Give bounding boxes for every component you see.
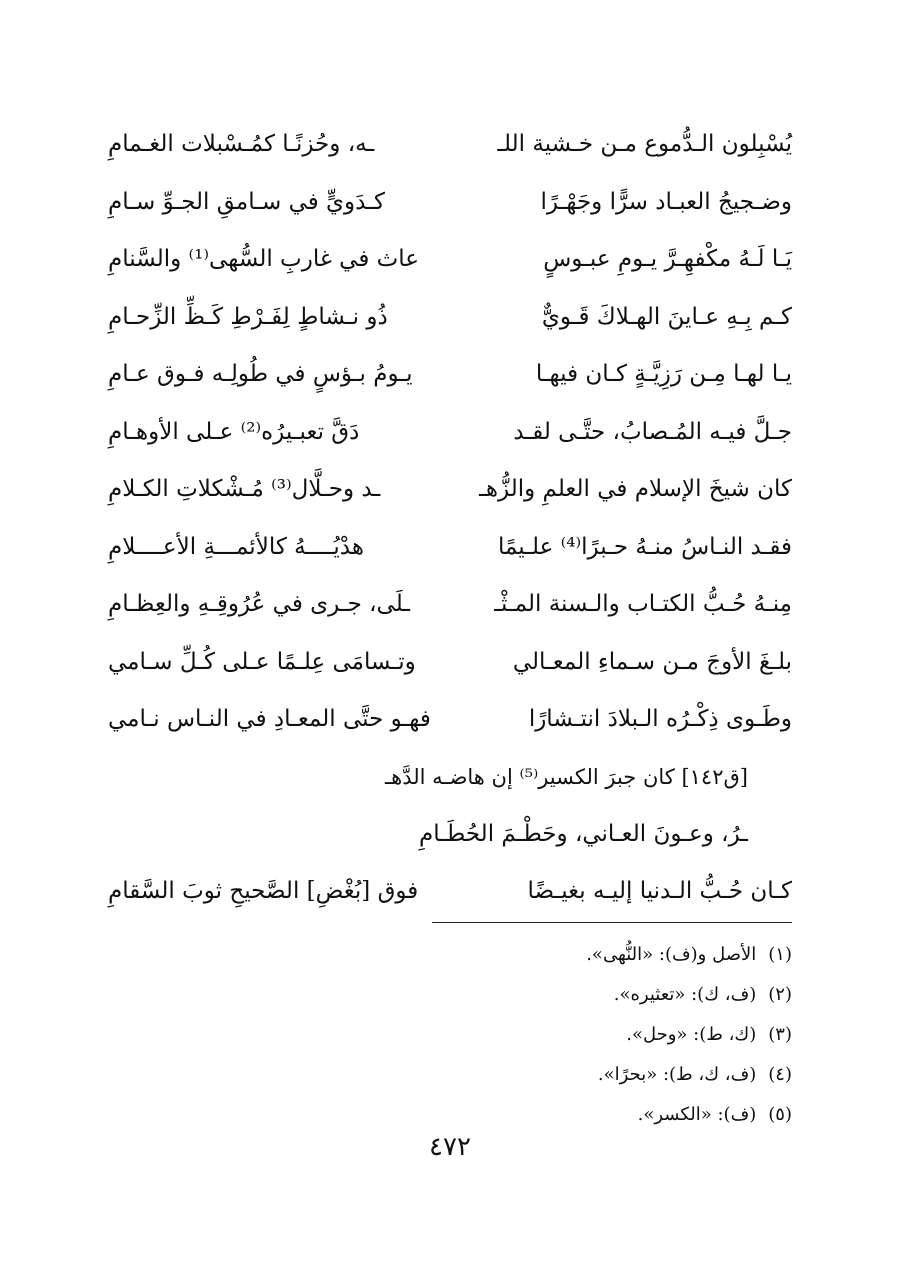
verse-3	[108, 237, 792, 295]
footnotes	[372, 935, 792, 1135]
second-hemistich: كـدَويٍّ في سـامقِ الجـوِّ سـامِ	[108, 188, 385, 215]
footnote-number: (٤)	[768, 1064, 792, 1085]
first-hemistich: يُسْبِلون الـدُّموع مـن خـشية اللـ	[497, 131, 792, 157]
first-hemistich: وطَـوى ذِكْـرُه الـبلادَ انتـشارًا	[528, 706, 792, 732]
first-hemistich: يـا لهـا مِـن رَزِيَّـةٍ كـان فيهـا	[535, 361, 792, 387]
verse-10	[108, 640, 792, 698]
footnote-text: (ف، ك): «تعثيره».	[613, 984, 757, 1005]
first-hemistich: يَـا لَـهُ مكْفهِـرَّ يـومِ عبـوسٍ	[543, 246, 792, 272]
poem	[108, 122, 792, 926]
first-hemistich: كـان حُـبُّ الـدنيا إليـه بغيـضًا	[527, 877, 792, 904]
footnote-number: (١)	[768, 944, 792, 965]
first-hemistich: كان شيخَ الإسلام في العلمِ والزُّهـ	[479, 476, 792, 502]
footnote	[372, 1055, 792, 1095]
verse-9	[108, 582, 792, 640]
verse-2	[108, 180, 792, 238]
split-hemistich-second: ـرُ، وعـونَ العـاني، وحَطْـمَ الحُطَـامِ	[418, 820, 748, 847]
footnote	[372, 1095, 792, 1135]
page-number: ٤٧٢	[429, 1132, 471, 1162]
second-hemistich: فهـو حتَّى المعـادِ في النـاس نـامي	[108, 706, 431, 732]
verse-4	[108, 295, 792, 353]
verse-13	[108, 869, 792, 926]
footnote	[372, 935, 792, 975]
first-hemistich: جـلَّ فيـه المُـصابُ، حتَّـى لقـد	[513, 418, 792, 445]
first-hemistich: فقـد النـاسُ منـهُ حـبرًا⁽⁴⁾ علـيمًا	[497, 533, 792, 560]
second-hemistich: ـه، وحُزنًـا كمُـسْبلات الغـمامِ	[108, 131, 375, 157]
footnote-text: (ف، ك، ط): «بحرًا».	[597, 1064, 757, 1085]
verse-6	[108, 410, 792, 468]
first-hemistich: مِنـهُ حُـبُّ الكتـاب والـسنة المـثْـ	[494, 591, 792, 617]
second-hemistich: ذُو نـشاطٍ لِفَـرْطِ كَـظِّ الزِّحـامِ	[108, 303, 388, 330]
footnote	[372, 975, 792, 1015]
second-hemistich: يـومُ بـؤسٍ في طُولِـه فـوق عـامِ	[108, 361, 413, 387]
footnote-text: (ك، ط): «وحل».	[626, 1024, 757, 1045]
footnote-separator	[432, 922, 792, 923]
split-hemistich-first: [ق١٤٢] كان جبرَ الكسير⁽⁵⁾ إن هاضـه الدَّهـ	[385, 764, 748, 789]
second-hemistich: وتـسامَى عِلـمًا عـلى كُـلِّ سـامي	[108, 648, 416, 675]
verse-5	[108, 352, 792, 410]
second-hemistich: دَقَّ تعبـيرُه⁽²⁾ عـلى الأوهـامِ	[108, 418, 360, 445]
first-hemistich: كـم بِـهِ عـاينَ الهـلاكَ قَـويٌّ	[541, 303, 792, 330]
verse-12-first-line	[108, 755, 792, 812]
verse-11	[108, 697, 792, 755]
footnote-number: (٢)	[768, 984, 792, 1005]
second-hemistich: فوق [بُغْضِ] الصَّحيحِ ثوبَ السَّقامِ	[108, 877, 419, 904]
verse-8	[108, 525, 792, 583]
footnote-number: (٥)	[768, 1104, 792, 1125]
verse-7	[108, 467, 792, 525]
first-hemistich: بلـغَ الأوجَ مـن سـماءِ المعـالي	[512, 648, 792, 675]
footnote-text: (ف): «الكسر».	[637, 1104, 757, 1125]
verse-1	[108, 122, 792, 180]
footnote-text: الأصل و(ف): «النُّهى».	[586, 944, 757, 965]
verse-12-second-line	[108, 812, 792, 869]
second-hemistich: ـد وحـلَّال⁽³⁾ مُـشْكلاتِ الكـلامِ	[108, 476, 381, 502]
second-hemistich: ـلَى، جـرى في عُرُوقِـهِ والعِظـامِ	[108, 591, 411, 617]
second-hemistich: هدْيُــــهُ كالأئمـــةِ الأعــــلامِ	[108, 533, 364, 560]
second-hemistich: عاث في غاربِ السُّهى⁽¹⁾ والسَّنامِ	[108, 246, 420, 272]
footnote-number: (٣)	[768, 1024, 792, 1045]
first-hemistich: وضـجيجُ العبـاد سرًّا وجَهْـرًا	[540, 188, 792, 215]
footnote	[372, 1015, 792, 1055]
